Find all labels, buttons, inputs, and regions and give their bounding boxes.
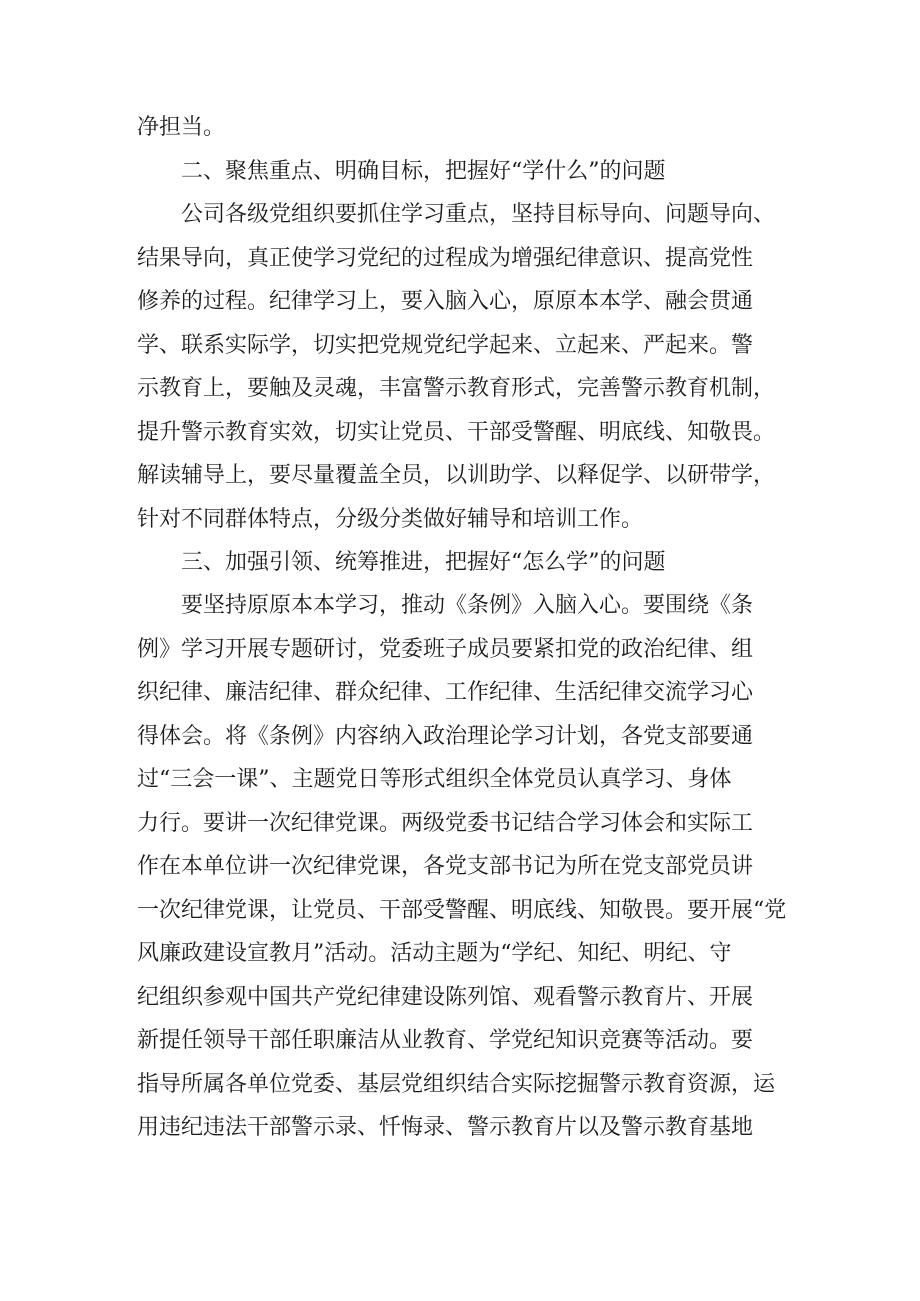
section-heading-2: 二、聚焦重点、明确目标，把握好“学什么”的问题 [181,159,666,184]
text-line: 例》学习开展专题研讨，党委班子成员要紧扣党的政治纪律、组 [137,637,754,662]
text-line: 纪组织参观中国共产党纪律建设陈列馆、观看警示教育片、开展 [137,985,754,1010]
text-line: 净担当。 [137,115,226,140]
text-line: 用违纪违法干部警示录、忏悔录、警示教育片以及警示教育基地 [137,1115,754,1140]
text-line: 针对不同群体特点，分级分类做好辅导和培训工作。 [137,507,644,532]
text-line: 公司各级党组织要抓住学习重点，坚持目标导向、问题导向、 [181,202,776,227]
text-line: 示教育上，要触及灵魂，丰富警示教育形式，完善警示教育机制， [137,376,776,401]
text-line: 新提任领导干部任职廉洁从业教育、学党纪知识竞赛等活动。要 [137,1028,754,1053]
text-line: 过“三会一课”、主题党日等形式组织全体党员认真学习、身体 [137,767,732,792]
text-line: 结果导向，真正使学习党纪的过程成为增强纪律意识、提高党性 [137,246,754,271]
text-line: 学、联系实际学，切实把党规党纪学起来、立起来、严起来。警 [137,333,754,358]
text-line: 作在本单位讲一次纪律党课，各党支部书记为所在党支部党员讲 [137,854,754,879]
text-line: 指导所属各单位党委、基层党组织结合实际挖掘警示教育资源，运 [137,1072,776,1097]
text-line: 修养的过程。纪律学习上，要入脑入心，原原本本学、融会贯通 [137,289,754,314]
text-line: 风廉政建设宣教月”活动。活动主题为“学纪、知纪、明纪、守 [137,941,732,966]
text-line: 解读辅导上，要尽量覆盖全员，以训助学、以释促学、以研带学， [137,463,776,488]
text-line: 一次纪律党课，让党员、干部受警醒、明底线、知敬畏。要开展“党 [137,898,787,923]
text-line: 力行。要讲一次纪律党课。两级党委书记结合学习体会和实际工 [137,811,754,836]
text-line: 要坚持原原本本学习，推动《条例》入脑入心。要围绕《条 [181,593,754,618]
section-heading-3: 三、加强引领、统筹推进，把握好“怎么学”的问题 [181,550,666,575]
text-line: 得体会。将《条例》内容纳入政治理论学习计划，各党支部要通 [137,724,754,749]
text-line: 提升警示教育实效，切实让党员、干部受警醒、明底线、知敬畏。 [137,420,776,445]
text-line: 织纪律、廉洁纪律、群众纪律、工作纪律、生活纪律交流学习心 [137,680,754,705]
